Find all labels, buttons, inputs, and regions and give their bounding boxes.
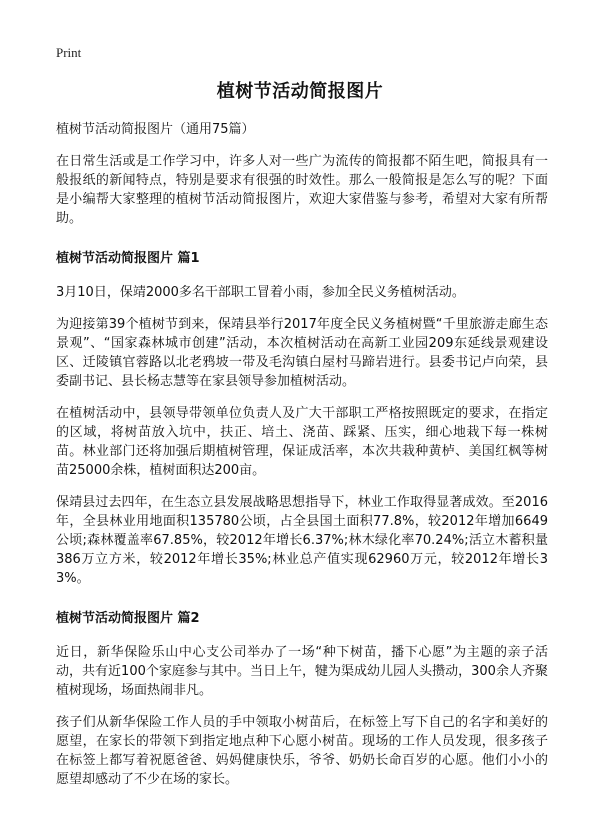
document-body	[56, 121, 548, 802]
page-title: 植树节活动简报图片	[216, 81, 384, 102]
section-2-heading: 植树节活动简报图片 篇2	[56, 611, 200, 626]
section-1-paragraph: 在植树活动中，县领导带领单位负责人及广大干部职工严格按照既定的要求，在指定的区域，将树苗放入坑中，扶正、培土、浇苗、踩紧、压实，细心地栽下每一株树苗。林业部门还将加强后期植树管理，保证成活率，本次共栽种黄栌、美国红枫等树苗25000余株，植树面积达200亩。	[56, 406, 548, 478]
print-label[interactable]: Print	[56, 45, 82, 60]
intro-paragraph: 在日常生活或是工作学习中，许多人对一些广为流传的简报都不陌生吧，简报具有一般报纸的新闻特点，特别是要求有很强的时效性。那么一般简报是怎么写的呢？下面是小编帮大家整理的植树节活动简报图片，欢迎大家借鉴与参考，希望对大家有所帮助。	[56, 154, 548, 226]
section-1-paragraph: 3月10日，保靖2000多名干部职工冒着小雨，参加全民义务植树活动。	[56, 285, 465, 300]
document-subtitle: 植树节活动简报图片（通用75篇）	[56, 122, 255, 137]
section-2-paragraph: 近日，新华保险乐山中心支公司举办了一场“种下树苗，播下心愿”为主题的亲子活动，共有近100个家庭参与其中。当日上午，犍为渠成幼儿园人头攒动，300余人齐聚植树现场，场面热闹非凡。	[56, 645, 548, 698]
section-1-paragraph: 为迎接第39个植树节到来，保靖县举行2017年度全民义务植树暨“千里旅游走廊生态景观”、“国家森林城市创建”活动，本次植树活动在高新工业园209东延线景观建设区、迁陵镇官蓉路以北老鸦坡一带及毛沟镇白屋村马蹄岩进行。县委书记卢向荣，县委副书记、县长杨志慧等在家县领导参加植树活动。	[56, 317, 548, 389]
section-2-paragraph: 孩子们从新华保险工作人员的手中领取小树苗后，在标签上写下自己的名字和美好的愿望，在家长的带领下到指定地点种下心愿小树苗。现场的工作人员发现，很多孩子在标签上都写着祝愿爸爸、妈妈健康快乐，爷爷、奶奶长命百岁的心愿。他们小小的愿望却感动了不少在场的家长。	[56, 715, 548, 787]
section-1-heading: 植树节活动简报图片 篇1	[56, 251, 200, 266]
section-1-paragraph: 保靖县过去四年，在生态立县发展战略思想指导下，林业工作取得显著成效。至2016年，全县林业用地面积135780公顷，占全县国土面积77.8%，较2012年增加6649公顷;森林覆盖率67.85%，较2012年增长6.37%;林木绿化率70.24%;活立木蓄积量386万立方米，较2012年增长35%;林业总产值实现62960万元，较2012年增长33%。	[56, 495, 548, 586]
